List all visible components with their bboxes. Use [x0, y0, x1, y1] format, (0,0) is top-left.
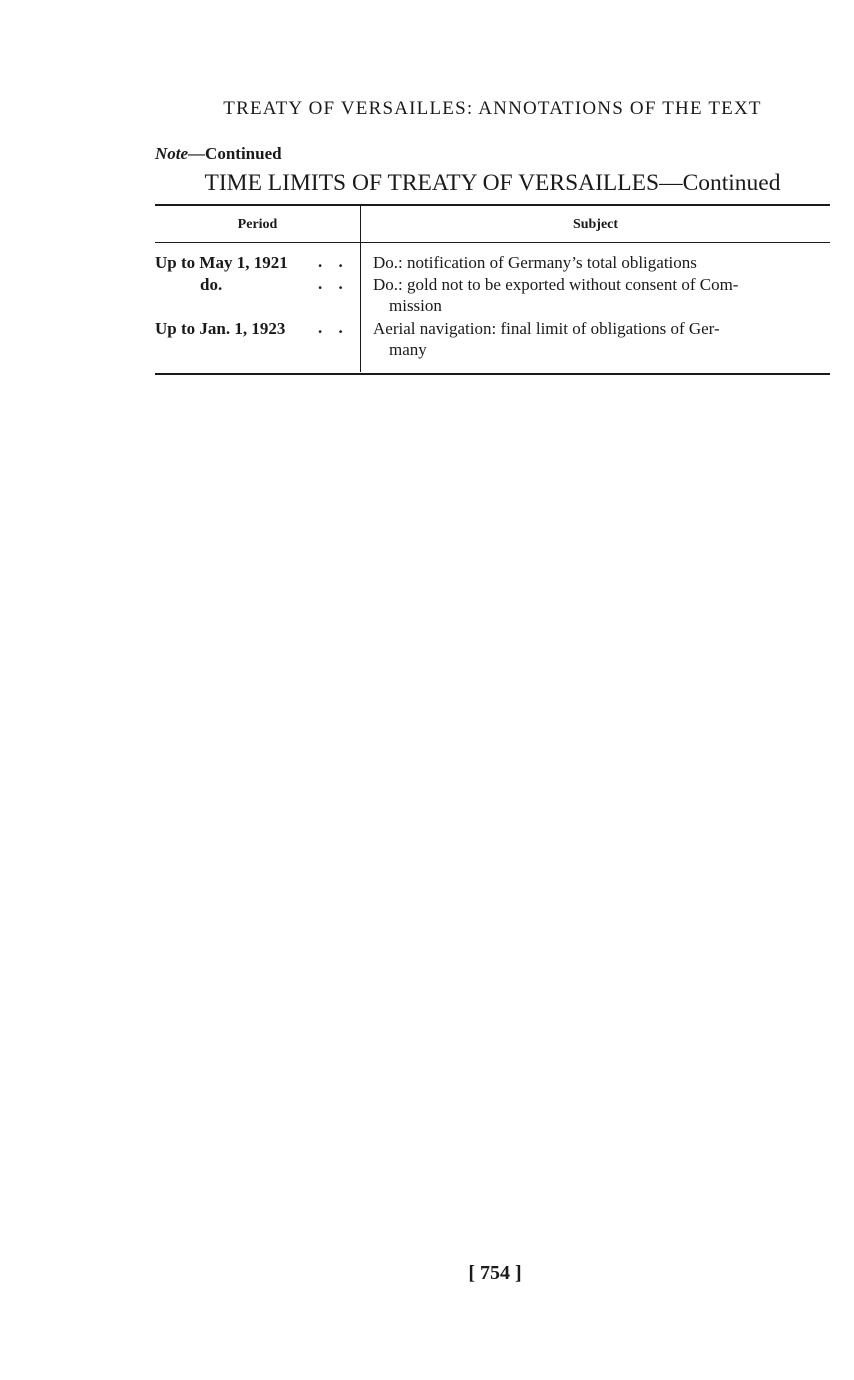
table-row-period: do. — [200, 275, 223, 294]
column-header-subject: Subject — [572, 217, 619, 232]
table-top-rule — [155, 204, 830, 206]
table-row-period: Up to May 1, 1921 — [155, 253, 288, 272]
subject-line-1: Aerial navigation: final limit of obligations of Ger- — [373, 319, 720, 338]
leader-dots: . . — [318, 318, 349, 337]
leader-dots: . . — [318, 252, 349, 271]
table-row-subject — [373, 274, 830, 316]
subject-line-2: many — [389, 340, 427, 359]
page-number: [ 754 ] — [468, 1262, 522, 1284]
table-bottom-rule — [155, 373, 830, 375]
table-header-rule — [155, 242, 830, 243]
subject-line-1: Do.: notification of Germany’s total obligations — [373, 253, 697, 272]
note-label-italic: Note — [155, 144, 189, 163]
leader-dots: . . — [318, 274, 349, 293]
note-continued-label — [155, 144, 282, 164]
table-title: TIME LIMITS OF TREATY OF VERSAILLES—Continued — [204, 170, 781, 196]
subject-line-2: mission — [389, 296, 442, 315]
subject-line-1: Do.: gold not to be exported without consent of Com- — [373, 275, 739, 294]
table-row-subject — [373, 252, 830, 273]
table-row-subject — [373, 318, 830, 360]
running-head: TREATY OF VERSAILLES: ANNOTATIONS OF THE TEXT — [223, 98, 762, 119]
table-row-period: Up to Jan. 1, 1923 — [155, 319, 286, 338]
note-label-suffix: —Continued — [188, 144, 282, 163]
column-header-period: Period — [237, 217, 278, 232]
